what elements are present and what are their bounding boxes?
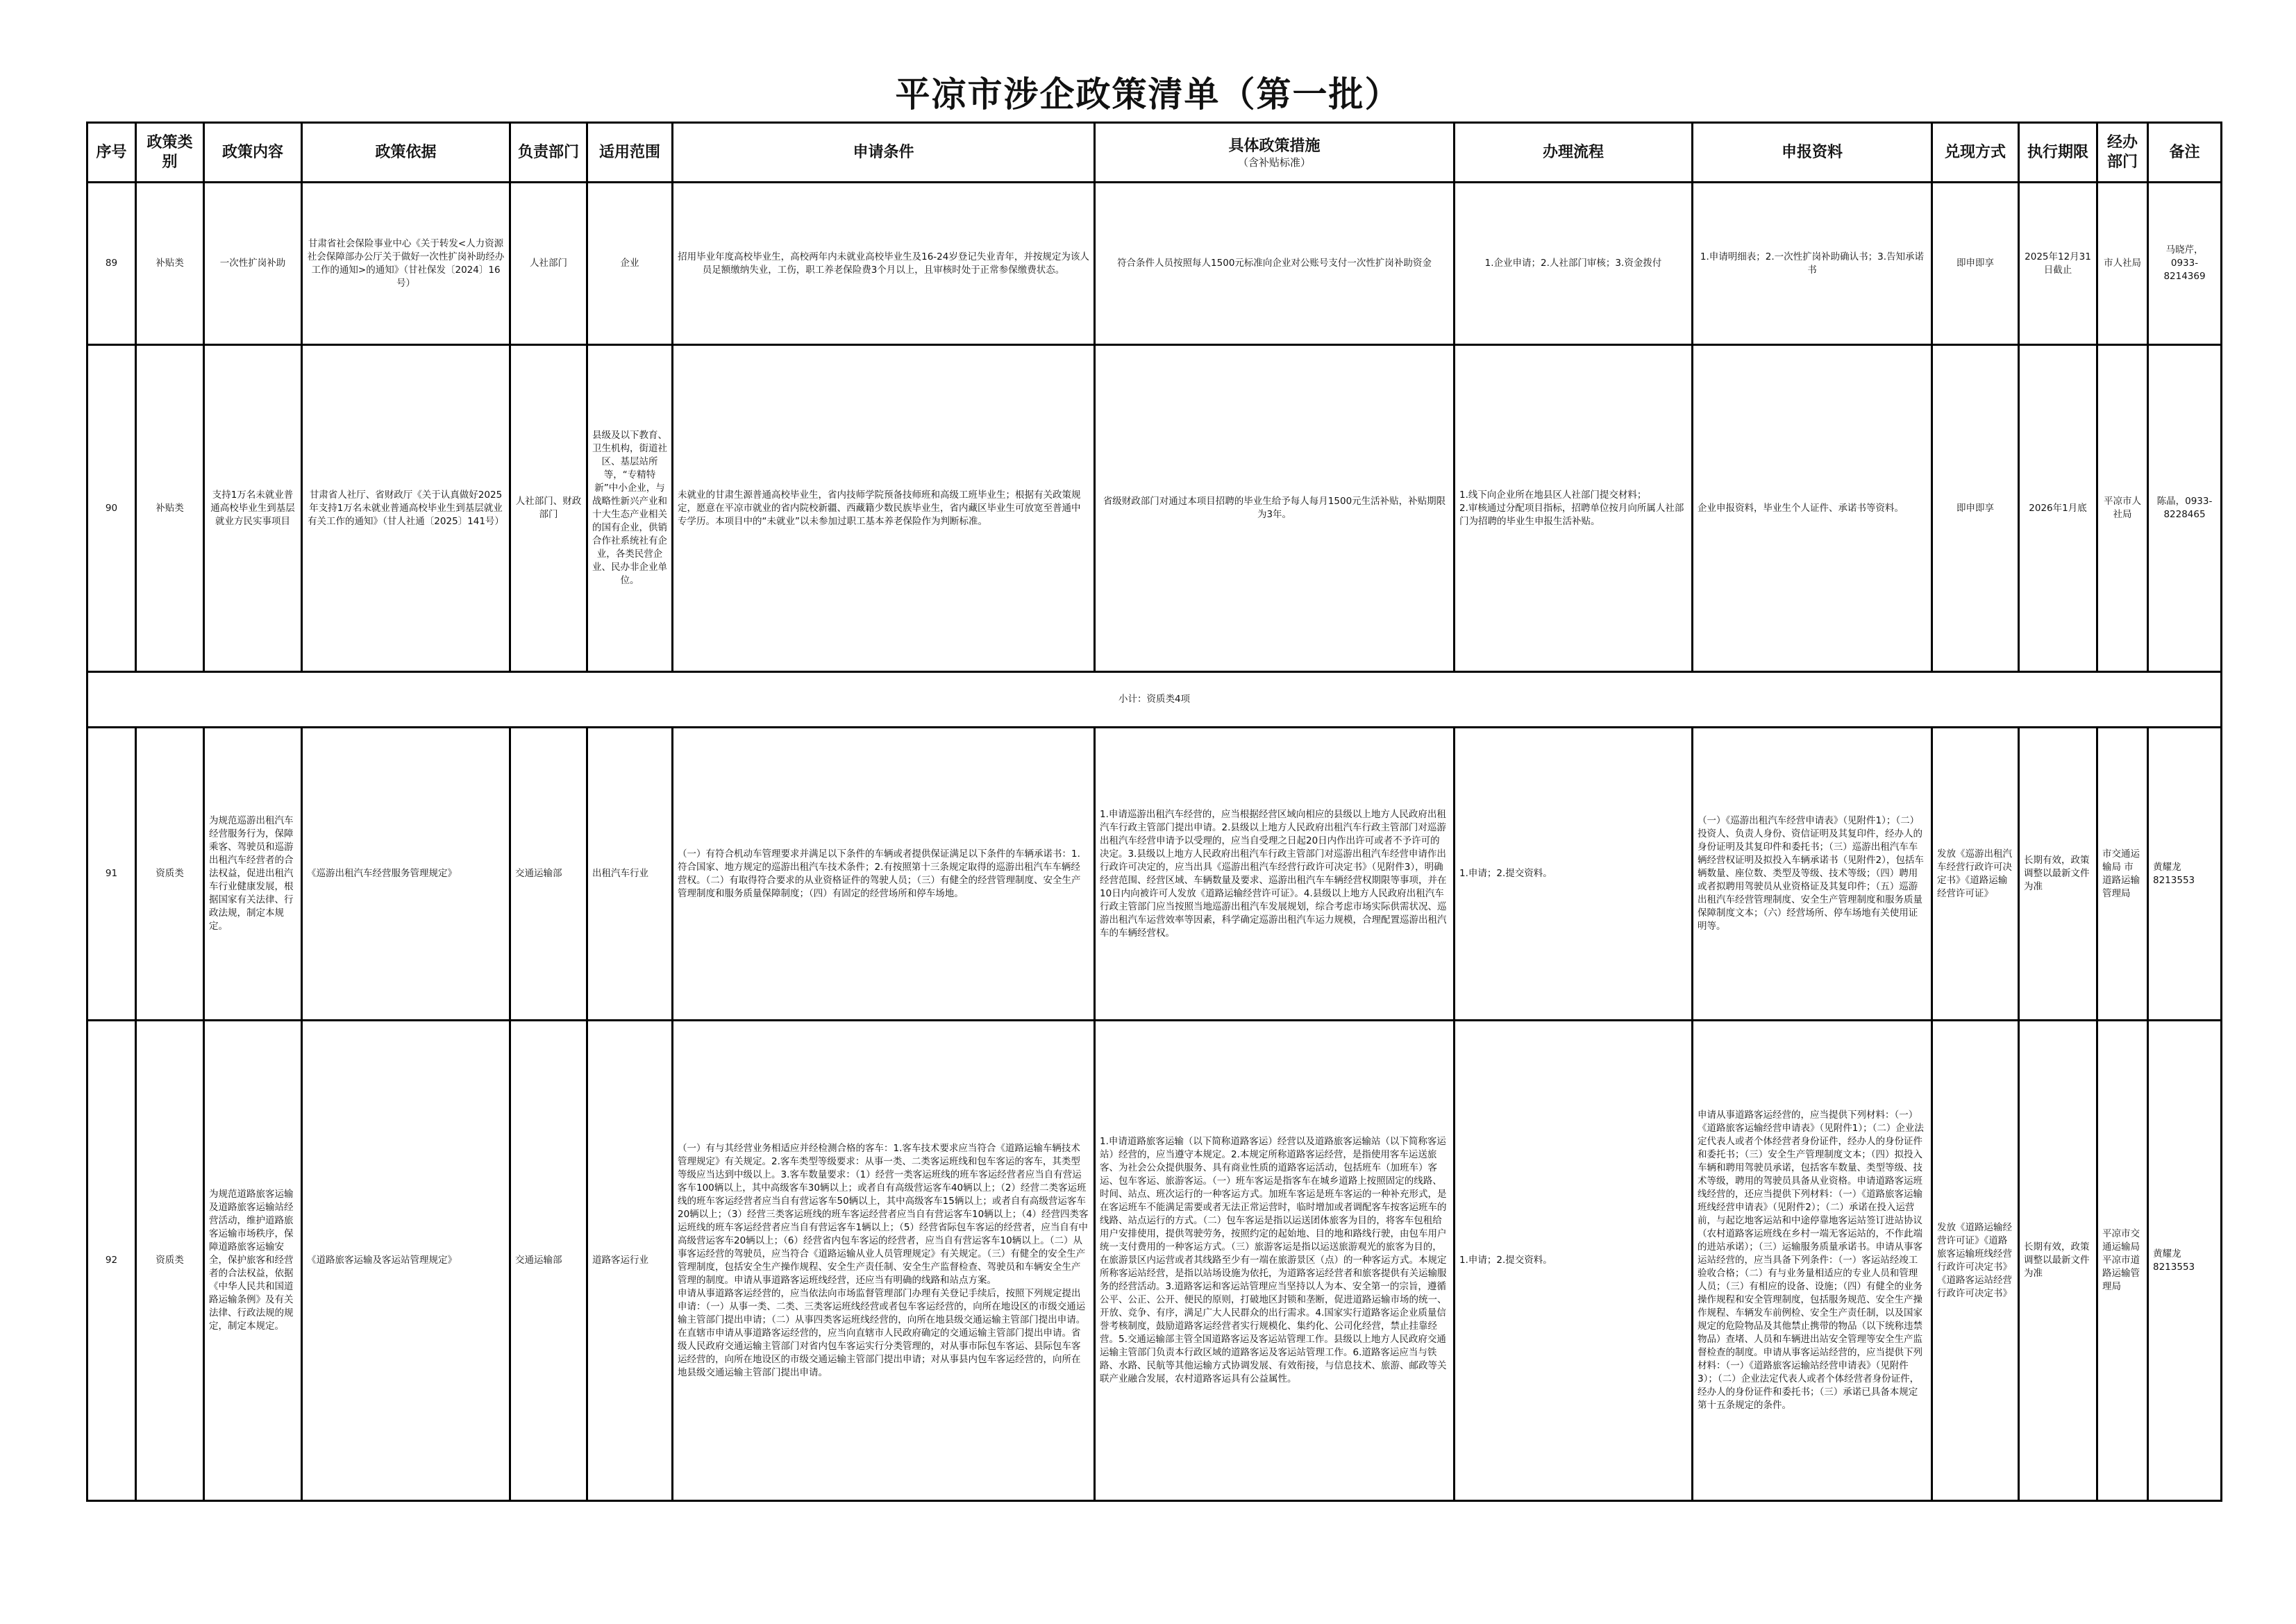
row-period: 2025年12月31日截止 [2019, 183, 2097, 345]
row-materials: （一）《巡游出租汽车经营申请表》（见附件1）；（二）投资人、负责人身份、资信证明及其复印件，经办人的身份证明及其复印件和委托书；（三）巡游出租汽车车辆经营权证明及拟投入车辆承诺书（见附件2），包括车辆数量、座位数、类型及等级、技术等级；（四）聘用或者拟聘用驾驶员从业资格证及其复印件；（五）巡游出租汽车经营管理制度、安全生产管理制度和服务质量保障制度文本；（六）经营场所、停车场地有关使用证明等。 [1693, 728, 1932, 1021]
col-header-measures-sub: （含补贴标准） [1237, 156, 1311, 169]
row-no: 90 [87, 345, 136, 672]
row-conditions: （一）有与其经营业务相适应并经检测合格的客车：1.客车技术要求应当符合《道路运输车辆技术管理规定》有关规定。2.客车类型等级要求：从事一类、二类客运班线和包车客运的客车，其类型等级应当达到中级以上。3.客车数量要求：（1）经营一类客运班线的班车客运经营者应当自有营运客车100辆以上，其中高级客车30辆以上；或者自有高级营运客车40辆以上；（2）经营二类客运班线的班车客运经营者应当自有营运客车50辆以上，其中高级客车15辆以上；或者自有高级营运客车20辆以上；（3）经营三类客运班线的班车客运经营者应当自有营运客车10辆以上；（4）经营四类客运班线的班车客运经营者应当自有营运客车1辆以上；（5）经营省际包车客运的经营者，应当自有中高级营运客车20辆以上；（6）经营省内包车客运的经营者，应当自有营运客车10辆以上。（二）从事客运经营的驾驶员，应当符合《道路运输从业人员管理规定》有关规定。（三）有健全的安全生产管理制度，包括安全生产操作规程、安全生产责任制、安全生产监督检查、驾驶员和车辆安全生产管理的制度。申请从事道路客运班线经营，还应当有明确的线路和站点方案。 申请从事道路客运经营的，应当依法向市场监督管理部门办理有关登记手续后，按照下列规定提出申请：（一）从事一类、二类、三类客运班线经营或者包车客运经营的，向所在地设区的市级交通运输主管部门提出申请；（二）从事四类客运班线经营的，向所在地县级交通运输主管部门提出申请。在直辖市申请从事道路客运经营的，应当向直辖市人民政府确定的交通运输主管部门提出申请。省级人民政府交通运输主管部门对省内包车客运实行分类管理的，对从事市际包车客运、县际包车客运经营的，向所在地设区的市级交通运输主管部门提出申请；对从事县内包车客运经营的，向所在地县级交通运输主管部门提出申请。 [673, 1021, 1095, 1501]
col-header-scope: 适用范围 [587, 123, 673, 183]
row-content: 为规范道路旅客运输及道路旅客运输站经营活动，维护道路旅客运输市场秩序，保障道路旅客运输安全，保护旅客和经营者的合法权益，依据《中华人民共和国道路运输条例》及有关法律、行政法规的规定，制定本规定。 [204, 1021, 302, 1501]
row-handler: 平凉市交通运输局 平凉市道路运输管理局 [2097, 1021, 2148, 1501]
row-basis: 甘肃省人社厅、省财政厅《关于认真做好2025年支持1万名未就业普通高校毕业生到基层就业有关工作的通知》（甘人社通〔2025〕141号） [302, 345, 510, 672]
policy-table [86, 122, 2222, 1502]
row-handler: 市交通运输局 市道路运输管理局 [2097, 728, 2148, 1021]
col-header-conditions: 申请条件 [673, 123, 1095, 183]
row-department: 人社部门 [510, 183, 587, 345]
col-header-process: 办理流程 [1455, 123, 1693, 183]
row-period: 长期有效，政策调整以最新文件为准 [2019, 1021, 2097, 1501]
subtotal-label: 小计：资质类4项 [87, 672, 2222, 728]
header-row [87, 123, 2222, 183]
row-method: 发放《道路运输经营许可证》《道路旅客运输班线经营行政许可决定书》《道路客运站经营行政许可决定书》 [1932, 1021, 2019, 1501]
row-process: 1.线下向企业所在地县区人社部门提交材料； 2.审核通过分配项目指标，招聘单位按月向所属人社部门为招聘的毕业生申报生活补贴。 [1455, 345, 1693, 672]
col-header-method: 兑现方式 [1932, 123, 2019, 183]
row-scope: 道路客运行业 [587, 1021, 673, 1501]
row-measures: 1.申请巡游出租汽车经营的，应当根据经营区域向相应的县级以上地方人民政府出租汽车行政主管部门提出申请。2.县级以上地方人民政府出租汽车行政主管部门对巡游出租汽车经营申请予以受理的，应当自受理之日起20日内作出许可或者不予许可的决定。3.县级以上地方人民政府出租汽车行政主管部门对巡游出租汽车经营申请作出行政许可决定的，应当出具《巡游出租汽车经营行政许可决定书》（见附件3），明确经营范围、经营区域、车辆数量及要求、巡游出租汽车车辆经营权期限等事项，并在10日内向被许可人发放《道路运输经营许可证》。4.县级以上地方人民政府出租汽车行政主管部门应当按照当地巡游出租汽车发展规划，综合考虑市场实际供需状况、巡游出租汽车运营效率等因素，科学确定巡游出租汽车运力规模，合理配置巡游出租汽车的车辆经营权。 [1095, 728, 1455, 1021]
table-row [87, 728, 2222, 1021]
row-no: 89 [87, 183, 136, 345]
row-remark: 马晓芹，0933-8214369 [2148, 183, 2222, 345]
table-row [87, 1021, 2222, 1501]
row-department: 交通运输部 [510, 1021, 587, 1501]
row-conditions: （一）有符合机动车管理要求并满足以下条件的车辆或者提供保证满足以下条件的车辆承诺书：1.符合国家、地方规定的巡游出租汽车技术条件；2.有按照第十三条规定取得的巡游出租汽车车辆经营权。（二）有取得符合要求的从业资格证件的驾驶人员；（三）有健全的经营管理制度、安全生产管理制度和服务质量保障制度；（四）有固定的经营场所和停车场地。 [673, 728, 1095, 1021]
row-no: 92 [87, 1021, 136, 1501]
row-category: 资质类 [136, 728, 204, 1021]
row-conditions: 招用毕业年度高校毕业生，高校两年内未就业高校毕业生及16-24岁登记失业青年，并按规定为该人员足额缴纳失业，工伤，职工养老保险费3个月以上，且审核时处于正常参保缴费状态。 [673, 183, 1095, 345]
row-content: 为规范巡游出租汽车经营服务行为，保障乘客、驾驶员和巡游出租汽车经营者的合法权益，促进出租汽车行业健康发展，根据国家有关法律、行政法规，制定本规定。 [204, 728, 302, 1021]
row-category: 补贴类 [136, 183, 204, 345]
col-header-measures [1095, 123, 1455, 183]
row-process: 1.企业申请；2.人社部门审核；3.资金拨付 [1455, 183, 1693, 345]
row-basis: 《巡游出租汽车经营服务管理规定》 [302, 728, 510, 1021]
row-scope: 县级及以下教育、卫生机构，街道社区、基层站所等，“专精特新”中小企业，与战略性新兴产业和十大生态产业相关的国有企业，供销合作社系统社有企业，各类民营企业、民办非企业单位。 [587, 345, 673, 672]
col-header-remark: 备注 [2148, 123, 2222, 183]
row-period: 长期有效，政策调整以最新文件为准 [2019, 728, 2097, 1021]
col-header-category: 政策类别 [136, 123, 204, 183]
col-header-no: 序号 [87, 123, 136, 183]
col-header-department: 负责部门 [510, 123, 587, 183]
row-measures: 省级财政部门对通过本项目招聘的毕业生给予每人每月1500元生活补贴，补贴期限为3年。 [1095, 345, 1455, 672]
col-header-measures-label: 具体政策措施 [1228, 137, 1321, 155]
row-basis: 《道路旅客运输及客运站管理规定》 [302, 1021, 510, 1501]
row-handler: 平凉市人社局 [2097, 345, 2148, 672]
row-handler: 市人社局 [2097, 183, 2148, 345]
row-process: 1.申请；2.提交资料。 [1455, 1021, 1693, 1501]
row-scope: 出租汽车行业 [587, 728, 673, 1021]
table-row [87, 345, 2222, 672]
row-period: 2026年1月底 [2019, 345, 2097, 672]
row-process: 1.申请；2.提交资料。 [1455, 728, 1693, 1021]
row-materials: 申请从事道路客运经营的，应当提供下列材料：（一）《道路旅客运输经营申请表》（见附件1）；（二）企业法定代表人或者个体经营者身份证件，经办人的身份证件和委托书；（三）安全生产管理制度文本；（四）拟投入车辆和聘用驾驶员承诺，包括客车数量、类型等级、技术等级，聘用的驾驶员具备从业资格。申请道路客运班线经营的，还应当提供下列材料：（一）《道路旅客运输班线经营申请表》（见附件2）；（二）承诺在投入运营前，与起讫地客运站和中途停靠地客运站签订进站协议（农村道路客运班线在乡村一端无客运站的，不作此端的进站承诺）；（三）运输服务质量承诺书。申请从事客运站经营的，应当具备下列条件：（一）客运站经竣工验收合格；（二）有与业务量相适应的专业人员和管理人员；（三）有相应的设备、设施；（四）有健全的业务操作规程和安全管理制度，包括服务规范、安全生产操作规程、车辆发车前例检、安全生产责任制，以及国家规定的危险物品及其他禁止携带的物品（以下统称违禁物品）查堵、人员和车辆进出站安全管理等安全生产监督检查的制度。申请从事客运站经营的，应当提供下列材料：（一）《道路旅客运输站经营申请表》（见附件3）；（二）企业法定代表人或者个体经营者身份证件，经办人的身份证件和委托书；（三）承诺已具备本规定第十五条规定的条件。 [1693, 1021, 1932, 1501]
row-remark: 陈晶，0933-8228465 [2148, 345, 2222, 672]
row-method: 即申即享 [1932, 345, 2019, 672]
row-department: 人社部门、财政部门 [510, 345, 587, 672]
subtotal-row [87, 672, 2222, 728]
row-category: 资质类 [136, 1021, 204, 1501]
row-measures: 1.申请道路旅客运输（以下简称道路客运）经营以及道路旅客运输站（以下简称客运站）经营的，应当遵守本规定。2.本规定所称道路客运经营，是指使用客车运送旅客、为社会公众提供服务、具有商业性质的道路客运活动，包括班车（加班车）客运、包车客运、旅游客运。（一）班车客运是指客车在城乡道路上按照固定的线路、时间、站点、班次运行的一种客运方式。加班车客运是班车客运的一种补充形式，是在客运班车不能满足需要或者无法正常运营时，临时增加或者调配客车按客运班车的线路、站点运行的方式。（二）包车客运是指以运送团体旅客为目的，将客车包租给用户安排使用，提供驾驶劳务，按照约定的起始地、目的地和路线行驶，由包车用户统一支付费用的一种客运方式。（三）旅游客运是指以运送旅游观光的旅客为目的，在旅游景区内运营或者其线路至少有一端在旅游景区（点）的一种客运方式。本规定所称客运站经营，是指以站场设施为依托，为道路客运经营者和旅客提供有关运输服务的经营活动。3.道路客运和客运站管理应当坚持以人为本、安全第一的宗旨，遵循公平、公正、公开、便民的原则，打破地区封锁和垄断，促进道路运输市场的统一、开放、竞争、有序，满足广大人民群众的出行需求。4.国家实行道路客运企业质量信誉考核制度，鼓励道路客运经营者实行规模化、集约化、公司化经营，禁止挂靠经营。5.交通运输部主管全国道路客运及客运站管理工作。县级以上地方人民政府交通运输主管部门负责本行政区域的道路客运及客运站管理工作。6.道路客运应当与铁路、水路、民航等其他运输方式协调发展、有效衔接，与信息技术、旅游、邮政等关联产业融合发展，农村道路客运具有公益属性。 [1095, 1021, 1455, 1501]
col-header-period: 执行期限 [2019, 123, 2097, 183]
row-basis: 甘肃省社会保险事业中心《关于转发<人力资源社会保障部办公厅关于做好一次性扩岗补助经办工作的通知>的通知》（甘社保发〔2024〕16号） [302, 183, 510, 345]
page-title: 平凉市涉企政策清单（第一批） [895, 74, 1401, 115]
table-row [87, 183, 2222, 345]
col-header-handler: 经办部门 [2097, 123, 2148, 183]
col-header-content: 政策内容 [204, 123, 302, 183]
row-method: 即申即享 [1932, 183, 2019, 345]
row-department: 交通运输部 [510, 728, 587, 1021]
row-conditions: 未就业的甘肃生源普通高校毕业生，省内技师学院预备技师班和高级工班毕业生；根据有关政策规定，愿意在平凉市就业的省内院校新疆、西藏籍少数民族毕业生，省内藏区毕业生可放宽至普通中专学历。本项目中的“未就业”以未参加过职工基本养老保险作为判断标准。 [673, 345, 1095, 672]
row-remark: 黄耀龙8213553 [2148, 728, 2222, 1021]
row-no: 91 [87, 728, 136, 1021]
row-materials: 1.申请明细表；2.一次性扩岗补助确认书；3.告知承诺书 [1693, 183, 1932, 345]
row-category: 补贴类 [136, 345, 204, 672]
row-content: 一次性扩岗补助 [204, 183, 302, 345]
row-remark: 黄耀龙8213553 [2148, 1021, 2222, 1501]
row-method: 发放《巡游出租汽车经营行政许可决定书》《道路运输经营许可证》 [1932, 728, 2019, 1021]
row-content: 支持1万名未就业普通高校毕业生到基层就业方民实事项目 [204, 345, 302, 672]
row-scope: 企业 [587, 183, 673, 345]
row-measures: 符合条件人员按照每人1500元标准向企业对公账号支付一次性扩岗补助资金 [1095, 183, 1455, 345]
col-header-materials: 申报资料 [1693, 123, 1932, 183]
row-materials: 企业申报资料，毕业生个人证件、承诺书等资料。 [1693, 345, 1932, 672]
col-header-basis: 政策依据 [302, 123, 510, 183]
